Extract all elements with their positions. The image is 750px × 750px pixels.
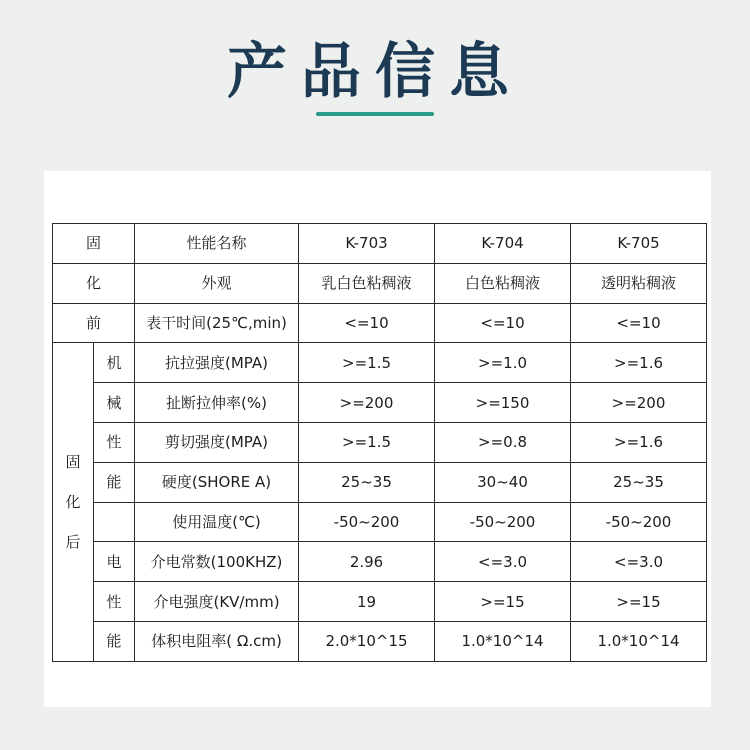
table-row (53, 582, 707, 622)
cell-value: <=10 (435, 303, 571, 343)
cell-value: >=200 (571, 383, 707, 423)
group-before-char: 化 (53, 263, 135, 303)
cell-value: 乳白色粘稠液 (299, 263, 435, 303)
row-label: 硬度(SHORE A) (135, 462, 299, 502)
subgroup-electrical-char: 能 (94, 621, 135, 661)
row-label: 抗拉强度(MPA) (135, 343, 299, 383)
title-underline (316, 112, 434, 116)
cell-value: 25~35 (299, 462, 435, 502)
cell-value: >=1.0 (435, 343, 571, 383)
cell-value: >=0.8 (435, 422, 571, 462)
cell-value: >=15 (435, 582, 571, 622)
cell-value: <=10 (299, 303, 435, 343)
subgroup-mechanical-blank (94, 502, 135, 542)
table-row (53, 383, 707, 423)
cell-value: 30~40 (435, 462, 571, 502)
table-row (53, 224, 707, 264)
header-model: K-704 (435, 224, 571, 264)
cell-value: 透明粘稠液 (571, 263, 707, 303)
cell-value: 1.0*10^14 (571, 621, 707, 661)
table-row (53, 343, 707, 383)
cell-value: 25~35 (571, 462, 707, 502)
row-label: 剪切强度(MPA) (135, 422, 299, 462)
row-label: 体积电阻率( Ω.cm) (135, 621, 299, 661)
cell-value: 白色粘稠液 (435, 263, 571, 303)
subgroup-mechanical-char: 性 (94, 422, 135, 462)
row-label: 外观 (135, 263, 299, 303)
row-label: 介电常数(100KHZ) (135, 542, 299, 582)
table-row (53, 621, 707, 661)
cell-value: >=200 (299, 383, 435, 423)
cell-value: -50~200 (435, 502, 571, 542)
header-model: K-705 (571, 224, 707, 264)
cell-value: >=150 (435, 383, 571, 423)
table-row (53, 502, 707, 542)
product-spec-table (52, 223, 707, 662)
subgroup-electrical-char: 电 (94, 542, 135, 582)
group-after-char: 后 (65, 533, 81, 552)
table-row (53, 542, 707, 582)
cell-value: -50~200 (571, 502, 707, 542)
table-row (53, 462, 707, 502)
cell-value: 1.0*10^14 (435, 621, 571, 661)
subgroup-mechanical-char: 机 (94, 343, 135, 383)
cell-value: -50~200 (299, 502, 435, 542)
cell-value: 2.0*10^15 (299, 621, 435, 661)
cell-value: >=15 (571, 582, 707, 622)
cell-value: 2.96 (299, 542, 435, 582)
table-row (53, 303, 707, 343)
cell-value: 19 (299, 582, 435, 622)
group-after-char: 化 (65, 493, 81, 512)
table-row (53, 263, 707, 303)
cell-value: >=1.6 (571, 422, 707, 462)
row-label: 使用温度(℃) (135, 502, 299, 542)
cell-value: <=3.0 (571, 542, 707, 582)
cell-value: >=1.5 (299, 422, 435, 462)
cell-value: >=1.5 (299, 343, 435, 383)
page-title: 产品信息 (227, 37, 523, 107)
group-before-char: 前 (53, 303, 135, 343)
subgroup-electrical-char: 性 (94, 582, 135, 622)
header-property-name: 性能名称 (135, 224, 299, 264)
subgroup-mechanical-char: 能 (94, 462, 135, 502)
group-after-cure (53, 343, 94, 661)
cell-value: <=10 (571, 303, 707, 343)
row-label: 表干时间(25℃,min) (135, 303, 299, 343)
group-before-char: 固 (53, 224, 135, 264)
subgroup-mechanical-char: 械 (94, 383, 135, 423)
group-after-char: 固 (65, 453, 81, 472)
cell-value: >=1.6 (571, 343, 707, 383)
table-row (53, 422, 707, 462)
header-model: K-703 (299, 224, 435, 264)
row-label: 扯断拉伸率(%) (135, 383, 299, 423)
row-label: 介电强度(KV/mm) (135, 582, 299, 622)
cell-value: <=3.0 (435, 542, 571, 582)
